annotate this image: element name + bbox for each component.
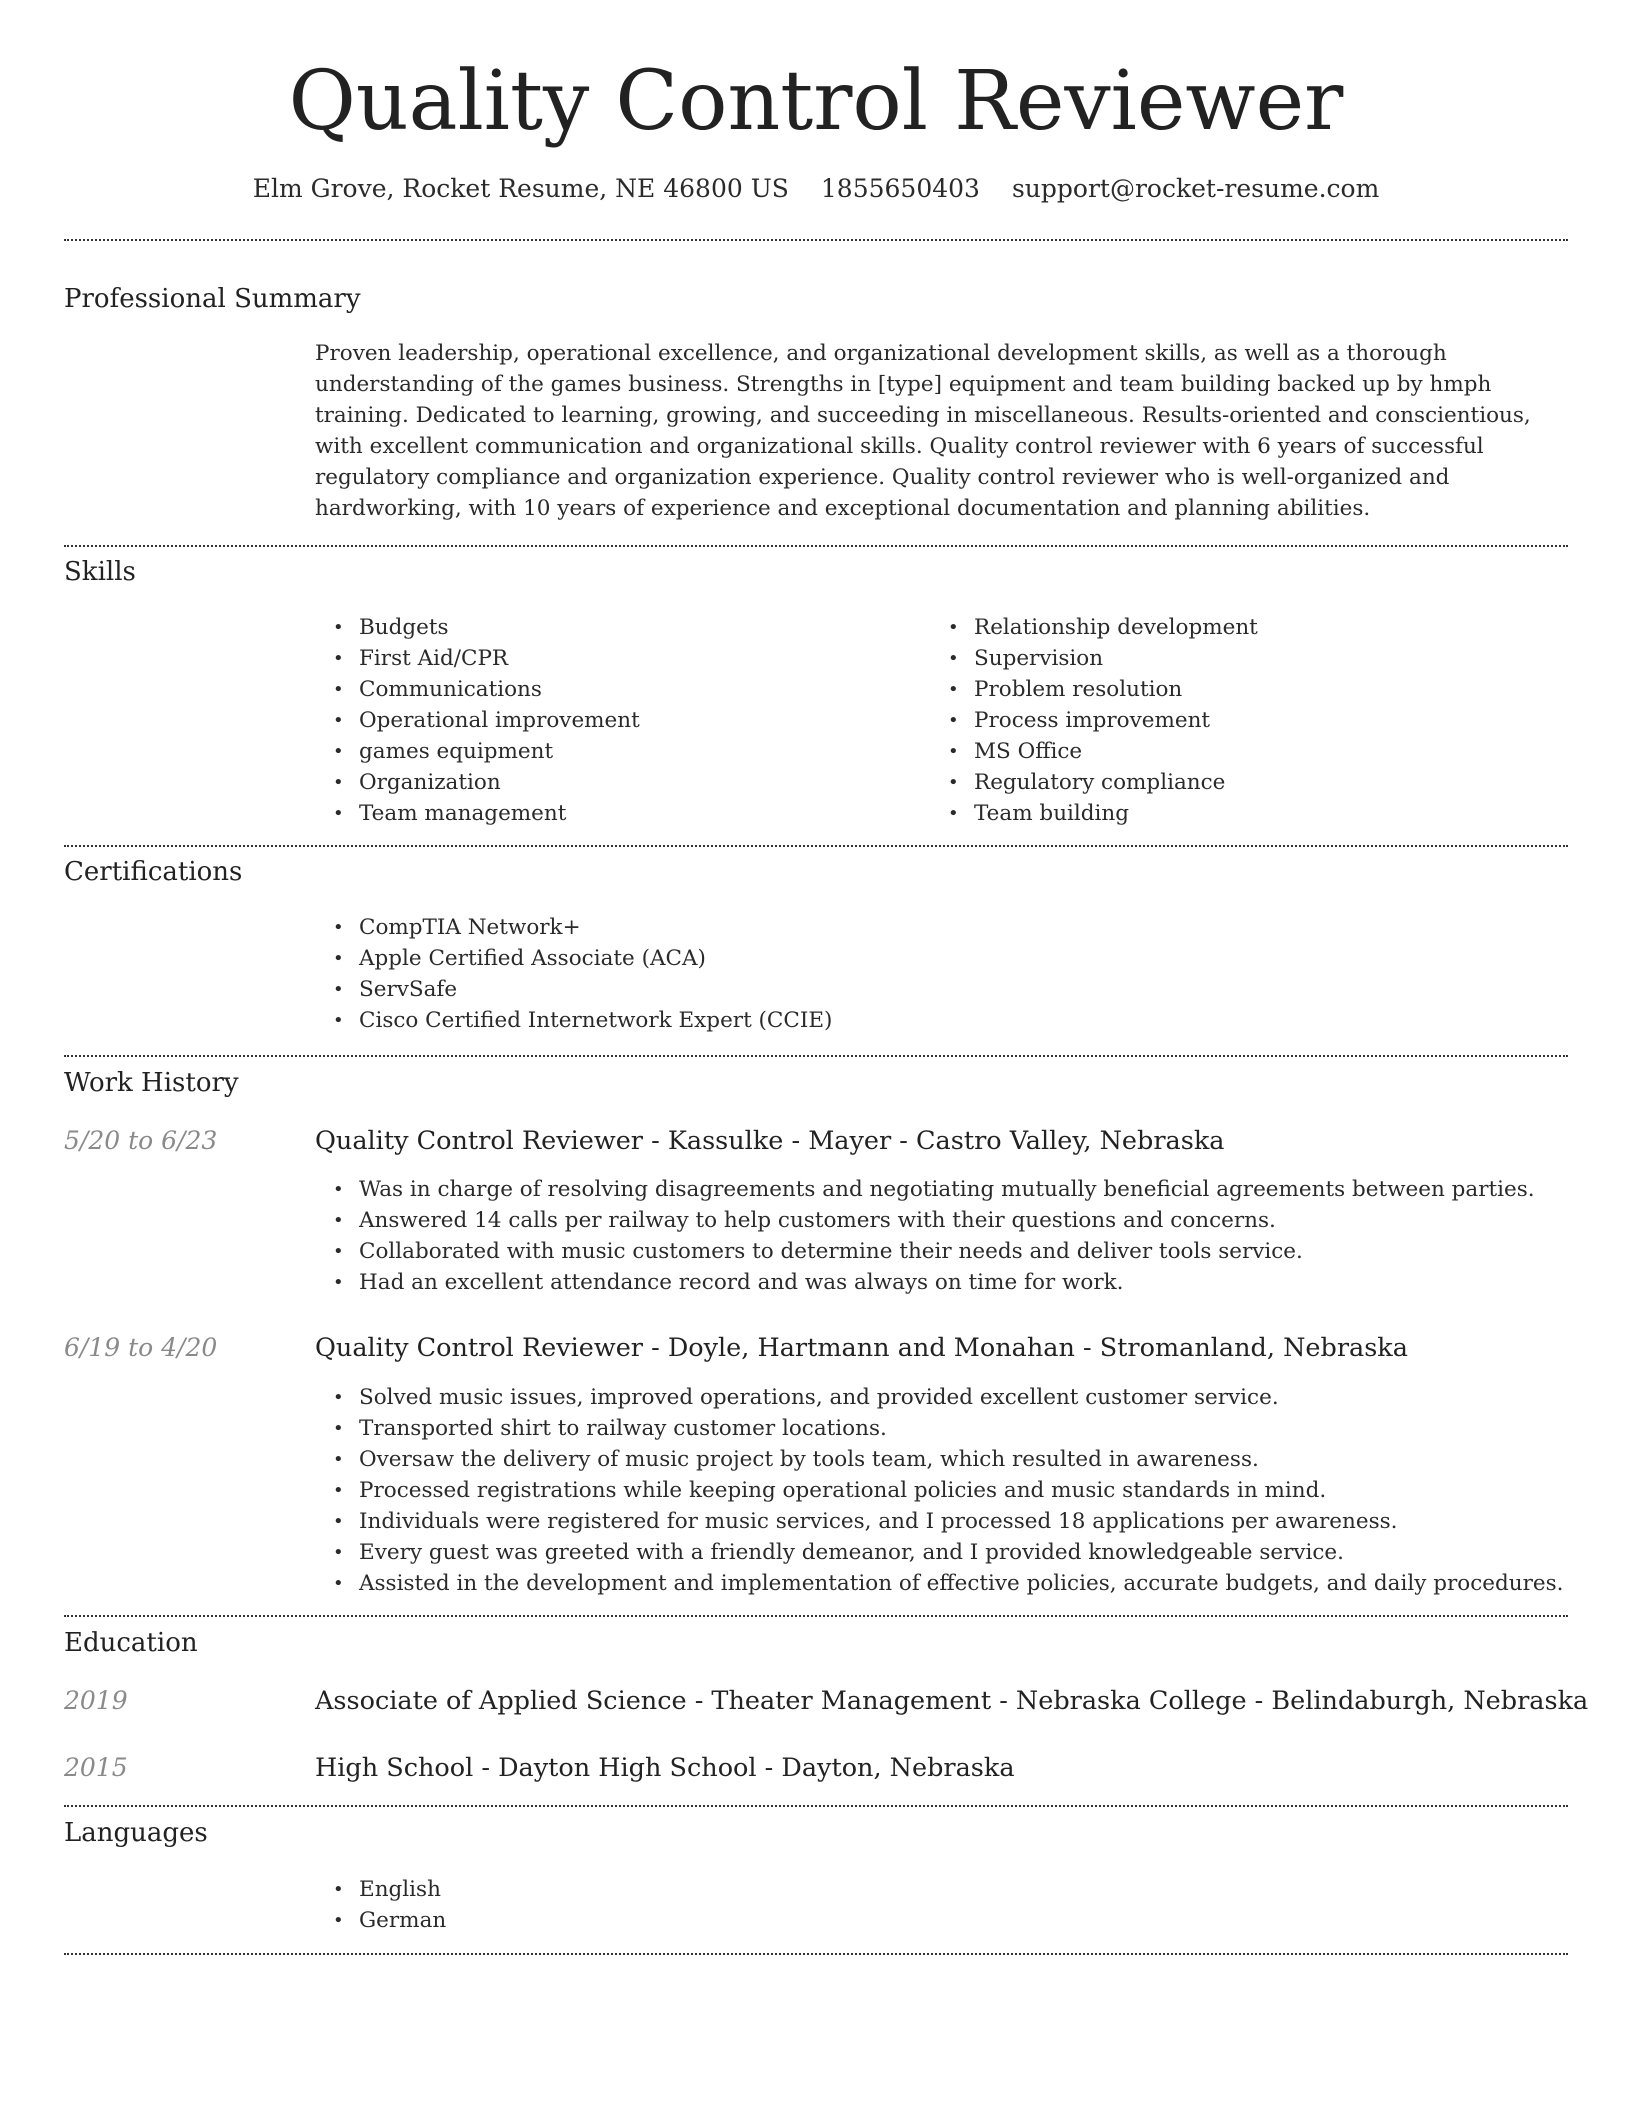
languages-list — [315, 1874, 1568, 1936]
divider — [64, 239, 1568, 241]
job-duty-item: • Solved music issues, improved operations, and provided excellent customer service. — [359, 1382, 1568, 1413]
certification-item: • Apple Certified Associate (ACA) — [359, 943, 1568, 974]
skill-item: • Team building — [974, 798, 1258, 829]
education-year: 2019 — [64, 1686, 128, 1715]
certification-item: • Cisco Certified Internetwork Expert (CCIE) — [359, 1005, 1568, 1036]
divider — [64, 1055, 1568, 1057]
job-duty-item: • Oversaw the delivery of music project by tools team, which resulted in awareness. — [359, 1444, 1568, 1475]
contact-email: support@rocket-resume.com — [1011, 174, 1380, 203]
language-item: • English — [359, 1874, 1568, 1905]
contact-phone: 1855650403 — [820, 174, 980, 203]
job-duty-item: • Assisted in the development and implementation of effective policies, accurate budgets, and daily procedures. — [359, 1568, 1568, 1599]
skill-item: • First Aid/CPR — [359, 643, 640, 674]
divider — [64, 545, 1568, 547]
job-dates: 5/20 to 6/23 — [64, 1126, 218, 1155]
job-title: Quality Control Reviewer - Kassulke - Mayer - Castro Valley, Nebraska — [315, 1126, 1225, 1156]
contact-line — [64, 171, 1568, 207]
skill-item: • Communications — [359, 674, 640, 705]
job-duties — [315, 1174, 1568, 1298]
skill-item: • Process improvement — [974, 705, 1258, 736]
certification-item: • CompTIA Network+ — [359, 912, 1568, 943]
skills-list — [315, 612, 1568, 832]
job-duty-item: • Every guest was greeted with a friendly demeanor, and I provided knowledgeable service. — [359, 1537, 1568, 1568]
divider — [64, 1953, 1568, 1955]
certifications-list — [315, 912, 1568, 1036]
education-entry: Associate of Applied Science - Theater Management - Nebraska College - Belindaburgh, Nebraska — [315, 1686, 1589, 1716]
section-title-summary: Professional Summary — [64, 284, 361, 314]
job-duty-item: • Individuals were registered for music services, and I processed 18 applications per awareness. — [359, 1506, 1568, 1537]
skill-item: • Organization — [359, 767, 640, 798]
job-duties — [315, 1382, 1568, 1599]
job-duty-item: • Was in charge of resolving disagreements and negotiating mutually beneficial agreements between parties. — [359, 1174, 1568, 1205]
summary-text: Proven leadership, operational excellence, and organizational development skills, as well as a thorough understanding of the games business. Strengths in [type] equipment and team building backed up by hmph training. Dedicated to learning, growing, and succeeding in miscellaneous. Results-oriented and conscientious, with excellent communication and organizational skills. Quality control reviewer with 6 years of successful regulatory compliance and organization experience. Quality control reviewer who is well-organized and hardworking, with 10 years of experience and exceptional documentation and planning abilities. — [315, 341, 1531, 521]
section-title-education: Education — [64, 1628, 198, 1658]
language-item: • German — [359, 1905, 1568, 1936]
skill-item: • games equipment — [359, 736, 640, 767]
contact-address: Elm Grove, Rocket Resume, NE 46800 US — [252, 174, 789, 203]
divider — [64, 845, 1568, 847]
certification-item: • ServSafe — [359, 974, 1568, 1005]
job-duty-item: • Answered 14 calls per railway to help customers with their questions and concerns. — [359, 1205, 1568, 1236]
skill-item: • MS Office — [974, 736, 1258, 767]
skill-item: • Regulatory compliance — [974, 767, 1258, 798]
skills-column-left — [315, 612, 640, 829]
job-duty-item: • Collaborated with music customers to determine their needs and deliver tools service. — [359, 1236, 1568, 1267]
education-year: 2015 — [64, 1753, 128, 1782]
skill-item: • Operational improvement — [359, 705, 640, 736]
job-duty-item: • Had an excellent attendance record and was always on time for work. — [359, 1267, 1568, 1298]
education-entry: High School - Dayton High School - Dayton, Nebraska — [315, 1753, 1015, 1783]
job-duty-item: • Processed registrations while keeping operational policies and music standards in mind. — [359, 1475, 1568, 1506]
job-dates: 6/19 to 4/20 — [64, 1333, 218, 1362]
job-title: Quality Control Reviewer - Doyle, Hartmann and Monahan - Stromanland, Nebraska — [315, 1333, 1408, 1363]
divider — [64, 1615, 1568, 1617]
job-duty-item: • Transported shirt to railway customer locations. — [359, 1413, 1568, 1444]
skills-column-right — [930, 612, 1258, 829]
skill-item: • Problem resolution — [974, 674, 1258, 705]
skill-item: • Budgets — [359, 612, 640, 643]
skill-item: • Team management — [359, 798, 640, 829]
section-title-languages: Languages — [64, 1818, 208, 1848]
skill-item: • Relationship development — [974, 612, 1258, 643]
skill-item: • Supervision — [974, 643, 1258, 674]
divider — [64, 1805, 1568, 1807]
section-title-certifications: Certifications — [64, 857, 243, 887]
candidate-name: Quality Control Reviewer — [288, 54, 1344, 149]
section-title-skills: Skills — [64, 557, 136, 587]
section-title-work-history: Work History — [64, 1068, 239, 1098]
